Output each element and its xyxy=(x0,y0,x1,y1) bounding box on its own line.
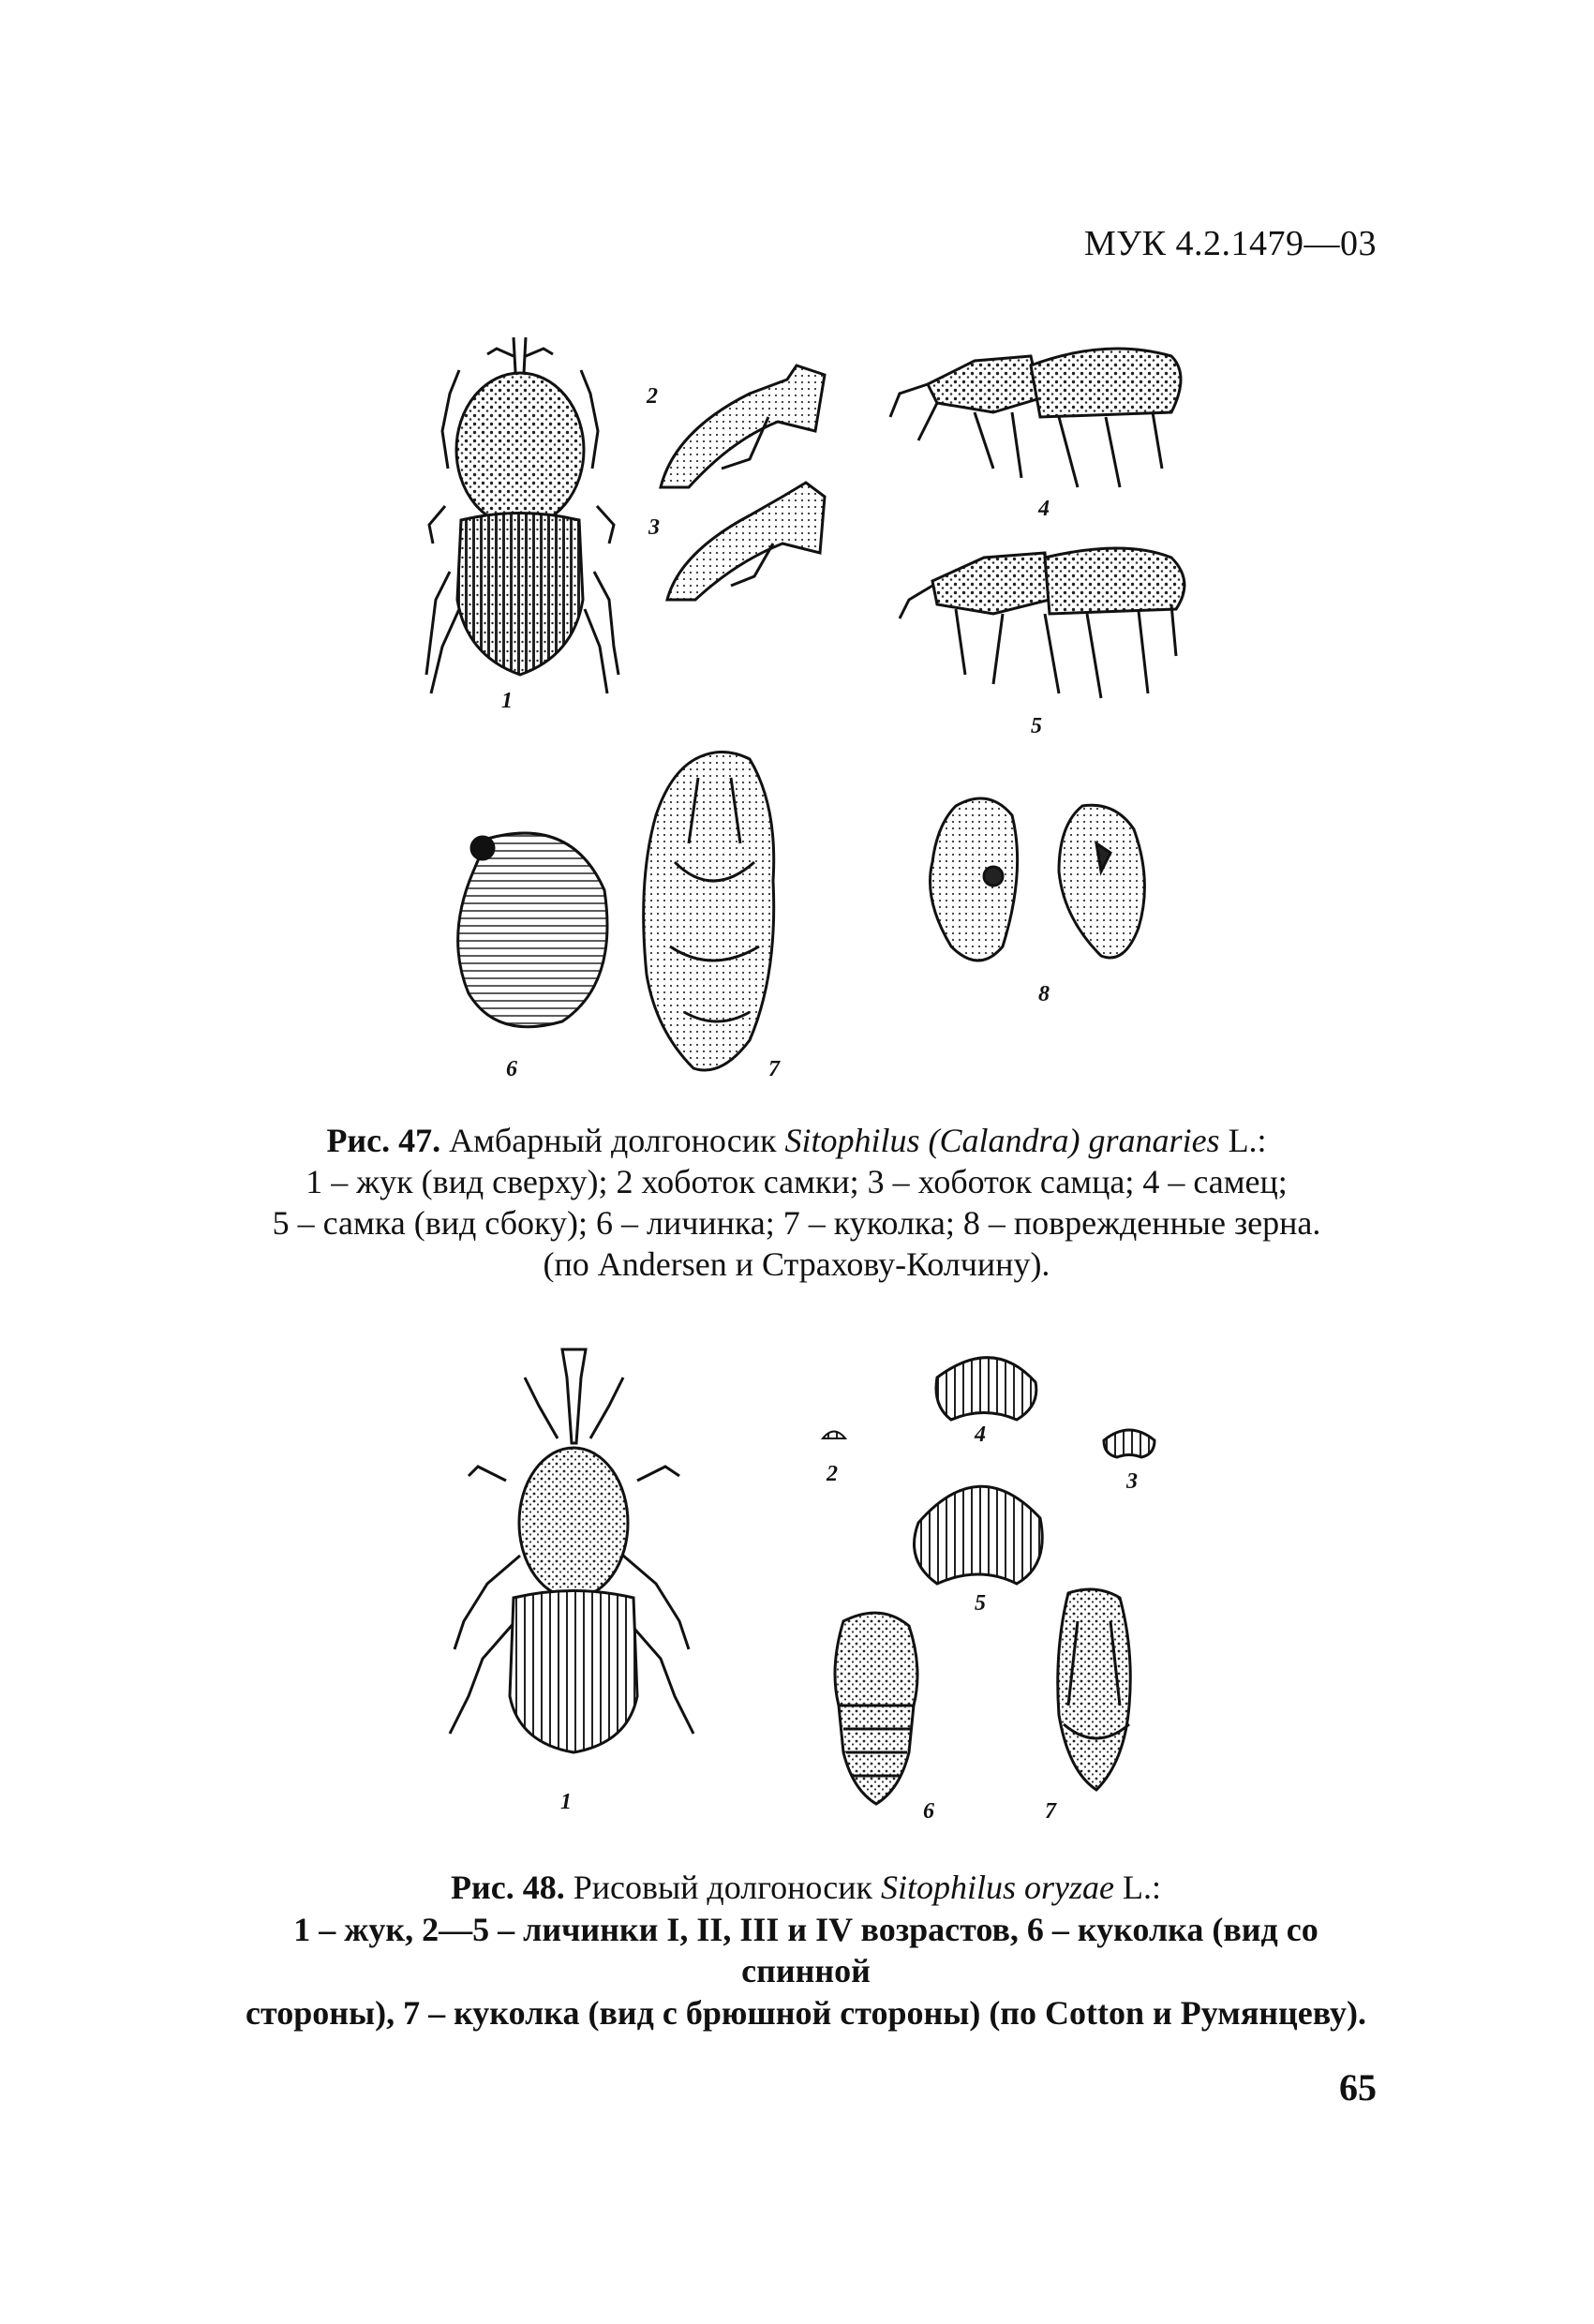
figure-48-label-6: 6 xyxy=(923,1799,934,1824)
figure-48-label-2: 2 xyxy=(827,1462,838,1486)
figure-47-label-1: 1 xyxy=(501,689,513,713)
male-rostrum-drawing xyxy=(667,483,825,600)
larva-instar-4-drawing xyxy=(915,1486,1043,1584)
figure-47-label-2: 2 xyxy=(647,384,658,409)
figure-48-caption xyxy=(225,1867,1387,2034)
figure-48-caption-line-3: стороны), 7 – куколка (вид с брюшной стороны) (по Cotton и Румянцеву). xyxy=(246,1993,1366,2032)
figure-47-caption-line-2: 1 – жук (вид сверху); 2 хоботок самки; 3 – хоботок самца; 4 – самец; xyxy=(305,1162,1288,1200)
figure-48 xyxy=(0,1312,1594,1874)
pupa-ventral-drawing xyxy=(1058,1589,1131,1790)
figure-48-caption-line-2: 1 – жук, 2—5 – личинки I, II, III и IV возрастов, 6 – куколка (вид со спинной xyxy=(293,1910,1318,1990)
figure-48-caption-author: L.: xyxy=(1114,1869,1161,1906)
figure-47-caption-line-4: (по Andersen и Страхову-Колчину). xyxy=(543,1244,1050,1283)
damaged-grains-drawing xyxy=(931,798,1145,961)
figure-48-drawings xyxy=(0,1312,1594,1874)
granary-weevil-top-view xyxy=(426,337,618,693)
figure-47-label-3: 3 xyxy=(648,515,660,540)
figure-48-label-7: 7 xyxy=(1045,1799,1056,1824)
figure-47-caption-name: Амбарный долгоносик xyxy=(440,1122,785,1159)
figure-47-label-8: 8 xyxy=(1038,982,1050,1006)
figure-48-caption-name: Рисовый долгоносик xyxy=(564,1869,881,1906)
pupa-dorsal-drawing xyxy=(835,1613,917,1804)
larva-instar-2-drawing xyxy=(1104,1430,1155,1457)
figure-47-caption xyxy=(234,1121,1359,1286)
figure-48-caption-prefix: Рис. 48. xyxy=(450,1869,565,1906)
larva-instar-1-drawing xyxy=(823,1432,845,1439)
figure-48-label-1: 1 xyxy=(560,1790,572,1814)
larva-instar-3-drawing xyxy=(936,1358,1036,1420)
figure-48-label-3: 3 xyxy=(1126,1469,1138,1494)
document-code-header: МУК 4.2.1479—03 xyxy=(1083,224,1377,263)
figure-47-label-7: 7 xyxy=(768,1057,780,1081)
figure-47-label-6: 6 xyxy=(506,1057,517,1081)
figure-47 xyxy=(0,0,1594,1106)
figure-47-caption-species: Sitophilus (Calandra) granaries xyxy=(784,1122,1220,1159)
figure-48-label-4: 4 xyxy=(975,1423,986,1447)
figure-48-caption-line-1 xyxy=(225,1867,1387,1909)
figure-47-label-4: 4 xyxy=(1038,497,1050,521)
rice-weevil-drawing xyxy=(450,1349,693,1752)
figure-47-caption-line-1 xyxy=(234,1121,1359,1162)
male-weevil-side-view xyxy=(890,349,1181,487)
figure-47-caption-line-3: 5 – самка (вид сбоку); 6 – личинка; 7 – куколка; 8 – поврежденные зерна. xyxy=(272,1203,1321,1242)
figure-47-drawings xyxy=(0,0,1594,1106)
figure-47-caption-author: L.: xyxy=(1219,1122,1267,1159)
figure-47-caption-prefix: Рис. 47. xyxy=(326,1122,441,1159)
figure-47-label-5: 5 xyxy=(1031,714,1042,738)
larva-drawing xyxy=(458,833,607,1027)
figure-48-caption-species: Sitophilus oryzae xyxy=(881,1869,1114,1906)
female-weevil-side-view xyxy=(900,548,1184,698)
female-rostrum-drawing xyxy=(661,365,825,487)
pupa-drawing xyxy=(644,752,774,1071)
figure-48-label-5: 5 xyxy=(975,1591,986,1616)
page-number: 65 xyxy=(1339,2066,1377,2108)
